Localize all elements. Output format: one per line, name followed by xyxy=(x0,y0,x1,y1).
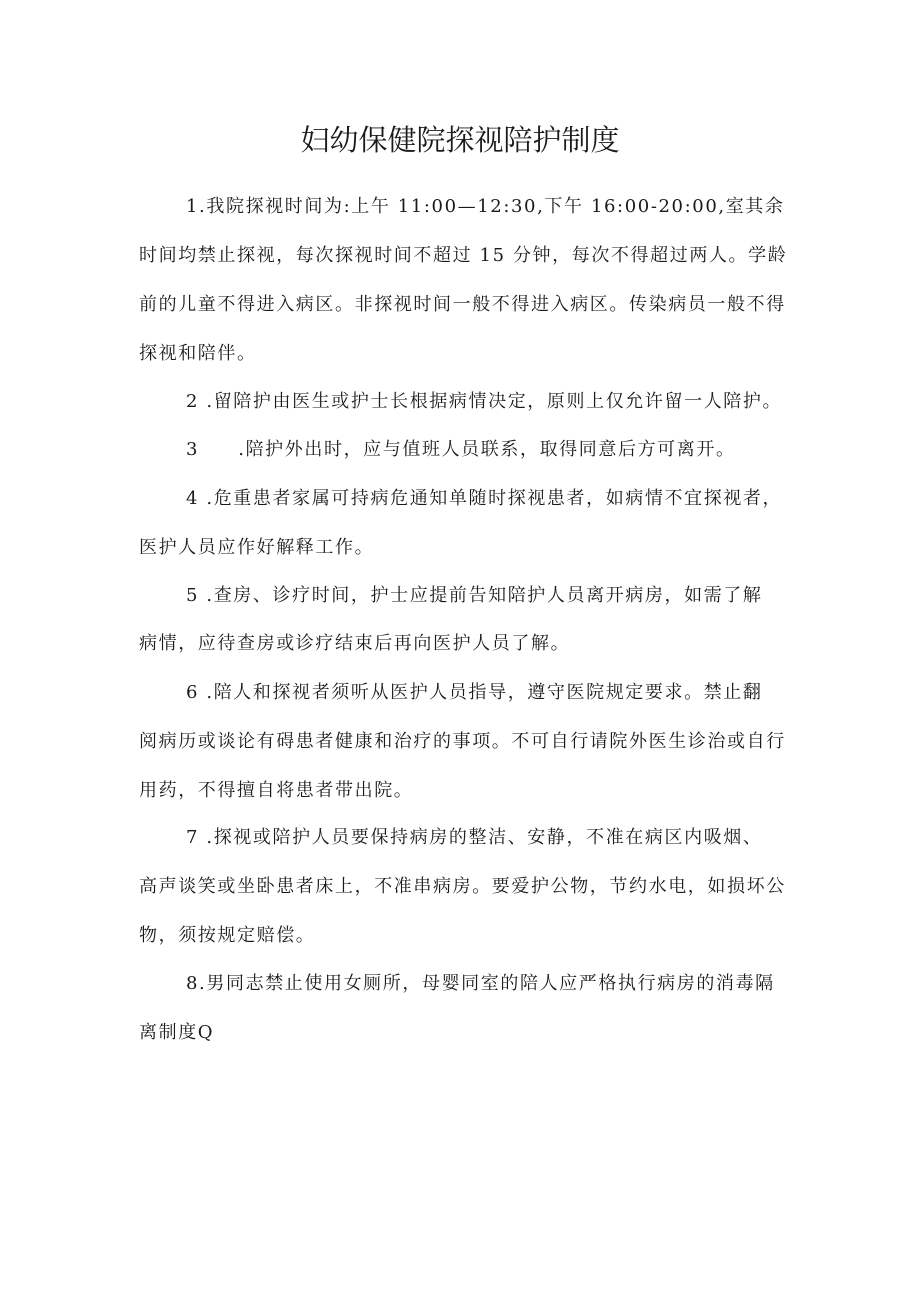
page-title: 妇幼保健院探视陪护制度 xyxy=(300,123,620,157)
text-line: 高声谈笑或坐卧患者床上，不准串病房。要爱护公物，节约水电，如损坏公 xyxy=(139,876,786,897)
text-line: 8.男同志禁止使用女厕所，母婴同室的陪人应严格执行病房的消毒隔 xyxy=(186,973,775,994)
text-line: 医护人员应作好解释工作。 xyxy=(139,537,375,558)
text-line: 2 .留陪护由医生或护士长根据病情决定，原则上仅允许留一人陪护。 xyxy=(186,391,783,412)
text-line: 4 .危重患者家属可持病危通知单随时探视患者，如病情不宜探视者， xyxy=(186,488,783,509)
text-line: 用药，不得擅自将患者带出院。 xyxy=(139,780,414,801)
text-line: 前的儿童不得进入病区。非探视时间一般不得进入病区。传染病员一般不得 xyxy=(139,294,786,315)
text-line: 物，须按规定赔偿。 xyxy=(139,925,316,946)
text-line: 7 .探视或陪护人员要保持病房的整洁、安静，不准在病区内吸烟、 xyxy=(186,827,763,848)
text-line: 病情，应待查房或诊疗结束后再向医护人员了解。 xyxy=(139,633,571,654)
text-line: 探视和陪伴。 xyxy=(139,343,257,364)
text-line: 阅病历或谈论有碍患者健康和治疗的事项。不可自行请院外医生诊治或自行 xyxy=(139,731,786,752)
text-line: 3 .陪护外出时，应与值班人员联系，取得同意后方可离开。 xyxy=(186,439,736,460)
text-line: 1.我院探视时间为:上午 11:00—12:30,下午 16:00-20:00,室其余 xyxy=(186,196,785,217)
text-line: 离制度Q xyxy=(139,1022,215,1043)
text-line: 5 .查房、诊疗时间，护士应提前告知陪护人员离开病房，如需了解 xyxy=(186,585,763,606)
text-line: 6 .陪人和探视者须听从医护人员指导，遵守医院规定要求。禁止翻 xyxy=(186,682,763,703)
text-line: 时间均禁止探视，每次探视时间不超过 15 分钟，每次不得超过两人。学龄 xyxy=(139,245,788,266)
